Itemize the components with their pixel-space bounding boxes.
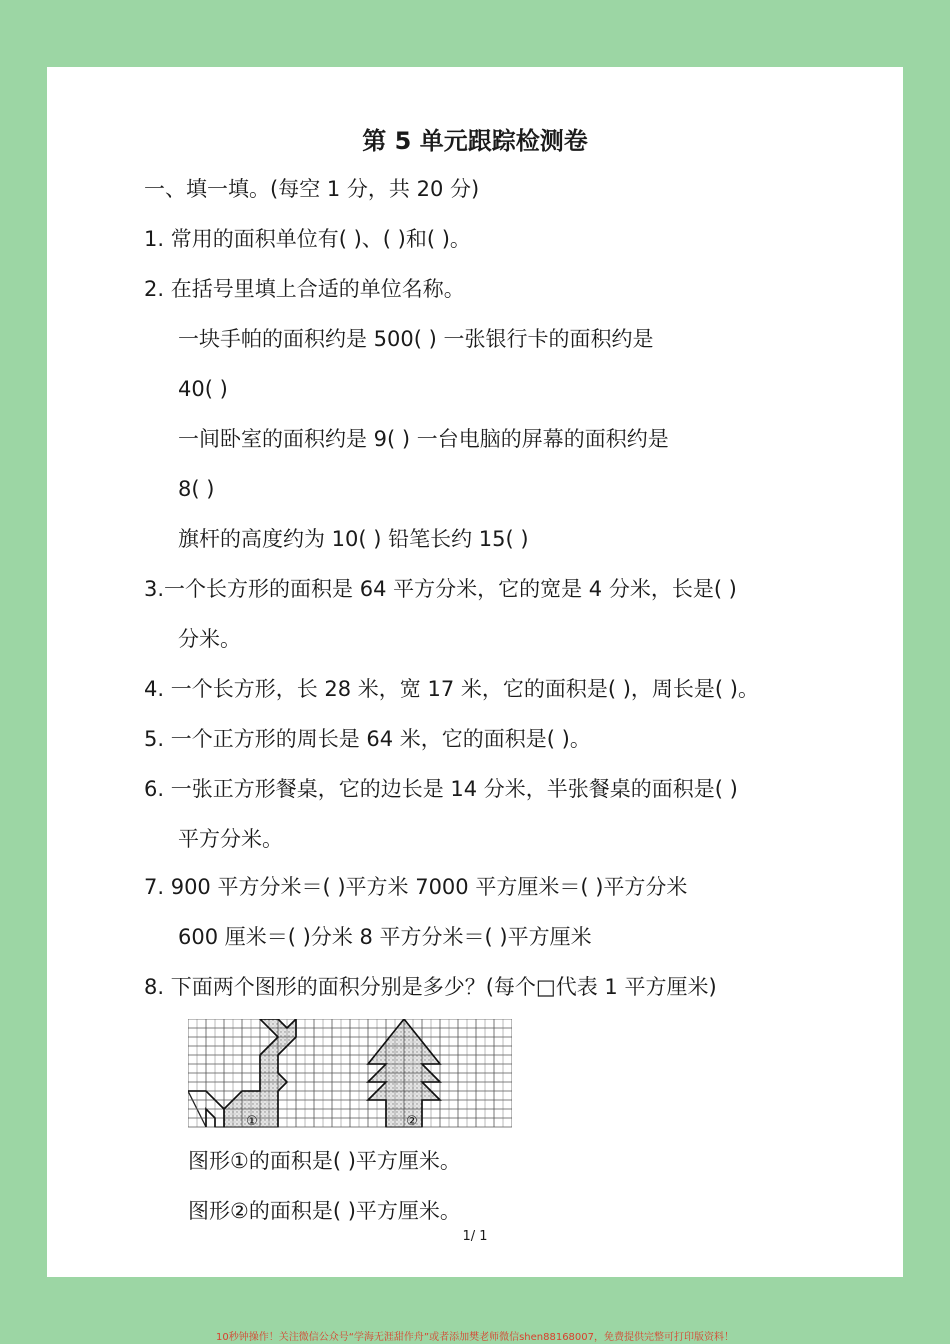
page-number: 1/ 1 xyxy=(462,1229,488,1244)
footer-note: 10秒钟操作！关注微信公众号“学海无涯甜作舟”或者添加樊老师微信shen88168007，免费提供完整可打印版资料！ xyxy=(215,1332,735,1343)
question-5: 5. 一个正方形的周长是 64 米，它的面积是( )。 xyxy=(144,727,591,751)
question-8-item-a: 图形①的面积是( )平方厘米。 xyxy=(188,1149,461,1173)
question-2-item-a: 一块手帕的面积约是 500( ) 一张银行卡的面积约是 xyxy=(178,327,654,351)
question-3: 3.一个长方形的面积是 64 平方分米，它的宽是 4 分米，长是( ) xyxy=(144,577,737,601)
section-heading: 一、填一填。(每空 1 分，共 20 分) xyxy=(144,177,480,201)
question-7: 7. 900 平方分米＝( )平方米 7000 平方厘米＝( )平方分米 xyxy=(144,875,688,899)
grid-figure xyxy=(188,1019,512,1129)
page-title: 第 5 单元跟踪检测卷 xyxy=(362,127,588,155)
question-8-item-b: 图形②的面积是( )平方厘米。 xyxy=(188,1199,461,1223)
question-2-item-c: 旗杆的高度约为 10( ) 铅笔长约 15( ) xyxy=(178,527,529,551)
figure-2-label: ② xyxy=(406,1114,418,1129)
question-2-item-b-cont: 8( ) xyxy=(178,477,215,501)
question-2-item-a-cont: 40( ) xyxy=(178,377,228,401)
question-8: 8. 下面两个图形的面积分别是多少？(每个□代表 1 平方厘米) xyxy=(144,975,717,999)
question-3-cont: 分米。 xyxy=(178,627,241,651)
question-4: 4. 一个长方形，长 28 米，宽 17 米，它的面积是( )，周长是( )。 xyxy=(144,677,759,701)
worksheet-page xyxy=(47,67,903,1277)
question-1: 1. 常用的面积单位有( )、( )和( )。 xyxy=(144,227,471,251)
question-7-cont: 600 厘米＝( )分米 8 平方分米＝( )平方厘米 xyxy=(178,925,592,949)
figure-1-label: ① xyxy=(246,1114,258,1129)
question-2: 2. 在括号里填上合适的单位名称。 xyxy=(144,277,465,301)
question-6-cont: 平方分米。 xyxy=(178,827,283,851)
question-6: 6. 一张正方形餐桌，它的边长是 14 分米，半张餐桌的面积是( ) xyxy=(144,777,738,801)
question-2-item-b: 一间卧室的面积约是 9( ) 一台电脑的屏幕的面积约是 xyxy=(178,427,669,451)
